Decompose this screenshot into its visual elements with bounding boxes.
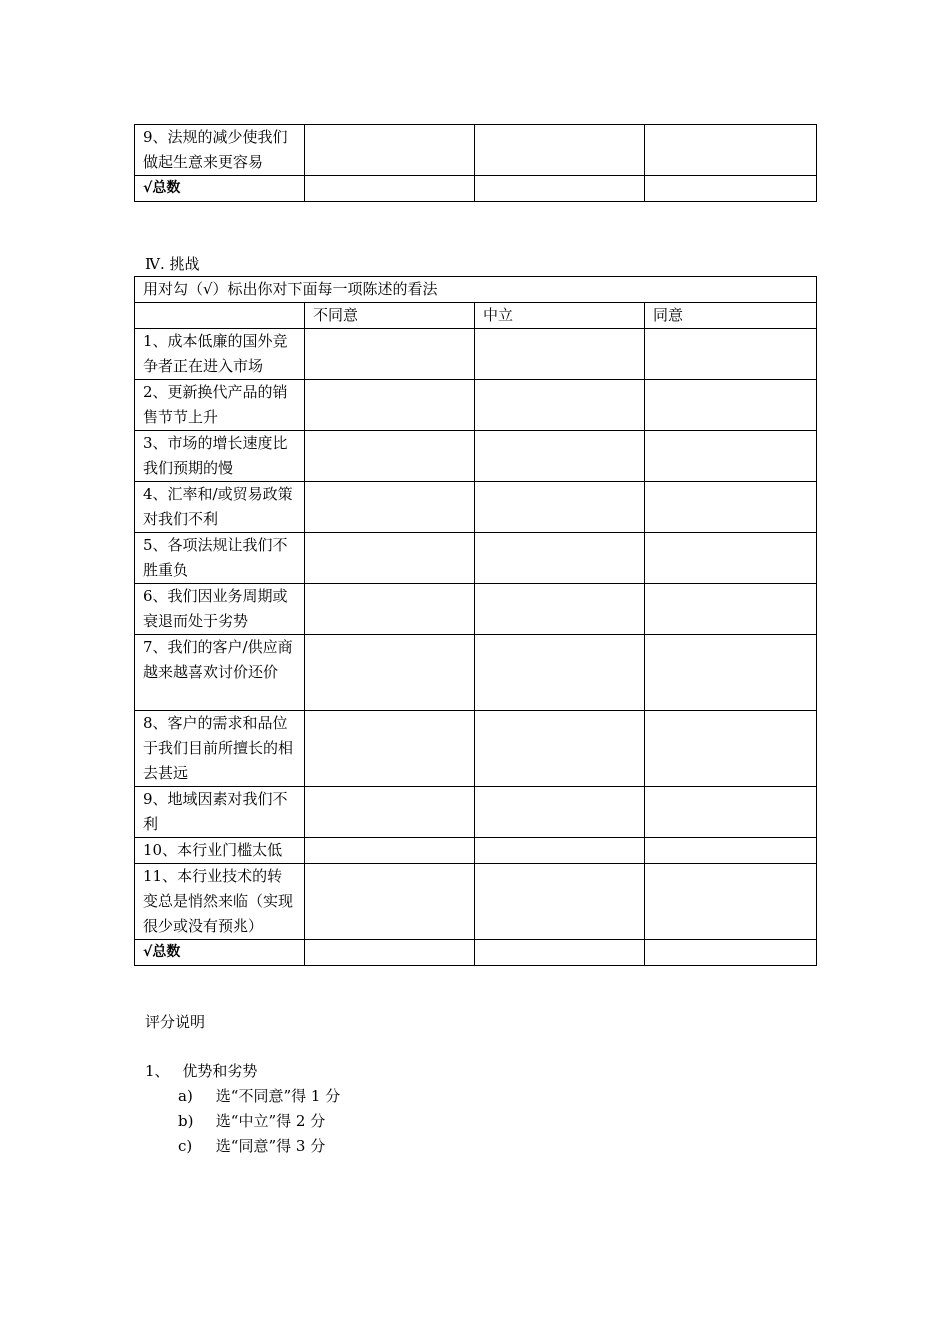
statement-label: 5、各项法规让我们不胜重负 (135, 533, 305, 584)
column-header-agree: 同意 (645, 303, 817, 329)
agree-cell[interactable] (645, 635, 817, 711)
disagree-cell[interactable] (305, 584, 475, 635)
disagree-cell[interactable] (305, 838, 475, 864)
header-empty-cell (135, 303, 305, 329)
statement-label: 9、法规的减少使我们做起生意来更容易 (135, 125, 305, 176)
table-row (135, 711, 817, 787)
table-row (135, 380, 817, 431)
disagree-cell[interactable] (305, 482, 475, 533)
statement-label: 2、更新换代产品的销售节节上升 (135, 380, 305, 431)
statement-label: 1、成本低廉的国外竞争者正在进入市场 (135, 329, 305, 380)
total-neutral-cell[interactable] (475, 176, 645, 202)
statement-label: 11、本行业技术的转变总是悄然来临（实现很少或没有预兆） (135, 864, 305, 940)
scoring-item (145, 1060, 257, 1081)
neutral-cell[interactable] (475, 482, 645, 533)
neutral-cell[interactable] (475, 711, 645, 787)
neutral-cell[interactable] (475, 635, 645, 711)
neutral-cell[interactable] (475, 329, 645, 380)
scoring-option (178, 1135, 325, 1156)
disagree-cell[interactable] (305, 787, 475, 838)
instruction-text: 用对勾（√）标出你对下面每一项陈述的看法 (135, 277, 817, 303)
total-disagree-cell[interactable] (305, 176, 475, 202)
statement-label: 4、汇率和/或贸易政策对我们不利 (135, 482, 305, 533)
neutral-cell[interactable] (475, 125, 645, 176)
agree-cell[interactable] (645, 431, 817, 482)
total-agree-cell[interactable] (645, 176, 817, 202)
agree-cell[interactable] (645, 787, 817, 838)
table-row (135, 584, 817, 635)
statement-label: 9、地域因素对我们不利 (135, 787, 305, 838)
total-label: √总数 (135, 176, 305, 202)
challenges-table (134, 276, 817, 966)
table-row (135, 635, 817, 711)
neutral-cell[interactable] (475, 533, 645, 584)
table-row (135, 864, 817, 940)
agree-cell[interactable] (645, 380, 817, 431)
table-row (135, 329, 817, 380)
disagree-cell[interactable] (305, 329, 475, 380)
scoring-option (178, 1110, 325, 1131)
table-row (135, 125, 817, 176)
option-text: 选“中立”得 2 分 (215, 1112, 326, 1130)
scoring-item-number: 1、 (145, 1062, 170, 1080)
statement-label: 10、本行业门槛太低 (135, 838, 305, 864)
column-header-disagree: 不同意 (305, 303, 475, 329)
agree-cell[interactable] (645, 482, 817, 533)
column-header-neutral: 中立 (475, 303, 645, 329)
neutral-cell[interactable] (475, 584, 645, 635)
neutral-cell[interactable] (475, 838, 645, 864)
disagree-cell[interactable] (305, 635, 475, 711)
option-letter: a) (178, 1087, 193, 1105)
table-row (135, 838, 817, 864)
agree-cell[interactable] (645, 584, 817, 635)
agree-cell[interactable] (645, 533, 817, 584)
disagree-cell[interactable] (305, 380, 475, 431)
total-label: √总数 (135, 940, 305, 966)
neutral-cell[interactable] (475, 431, 645, 482)
agree-cell[interactable] (645, 864, 817, 940)
scoring-option (178, 1085, 340, 1106)
instruction-row (135, 277, 817, 303)
header-row (135, 303, 817, 329)
table-row (135, 482, 817, 533)
disagree-cell[interactable] (305, 125, 475, 176)
option-letter: c) (178, 1137, 193, 1155)
statement-label: 7、我们的客户/供应商越来越喜欢讨价还价 (135, 635, 305, 711)
section-heading: Ⅳ. 挑战 (145, 255, 200, 273)
option-text: 选“同意”得 3 分 (215, 1137, 326, 1155)
scoring-title: 评分说明 (145, 1013, 206, 1031)
option-letter: b) (178, 1112, 194, 1130)
neutral-cell[interactable] (475, 864, 645, 940)
neutral-cell[interactable] (475, 787, 645, 838)
statement-label: 3、市场的增长速度比我们预期的慢 (135, 431, 305, 482)
disagree-cell[interactable] (305, 431, 475, 482)
disagree-cell[interactable] (305, 533, 475, 584)
total-neutral-cell[interactable] (475, 940, 645, 966)
neutral-cell[interactable] (475, 380, 645, 431)
agree-cell[interactable] (645, 838, 817, 864)
agree-cell[interactable] (645, 125, 817, 176)
agree-cell[interactable] (645, 329, 817, 380)
disagree-cell[interactable] (305, 864, 475, 940)
total-row (135, 940, 817, 966)
opportunities-table-continuation (134, 124, 817, 202)
table-row (135, 431, 817, 482)
total-row (135, 176, 817, 202)
statement-label: 6、我们因业务周期或衰退而处于劣势 (135, 584, 305, 635)
agree-cell[interactable] (645, 711, 817, 787)
scoring-item-text: 优势和劣势 (182, 1062, 258, 1080)
total-agree-cell[interactable] (645, 940, 817, 966)
disagree-cell[interactable] (305, 711, 475, 787)
statement-label: 8、客户的需求和品位于我们目前所擅长的相去甚远 (135, 711, 305, 787)
table-row (135, 787, 817, 838)
total-disagree-cell[interactable] (305, 940, 475, 966)
table-row (135, 533, 817, 584)
option-text: 选“不同意”得 1 分 (215, 1087, 341, 1105)
